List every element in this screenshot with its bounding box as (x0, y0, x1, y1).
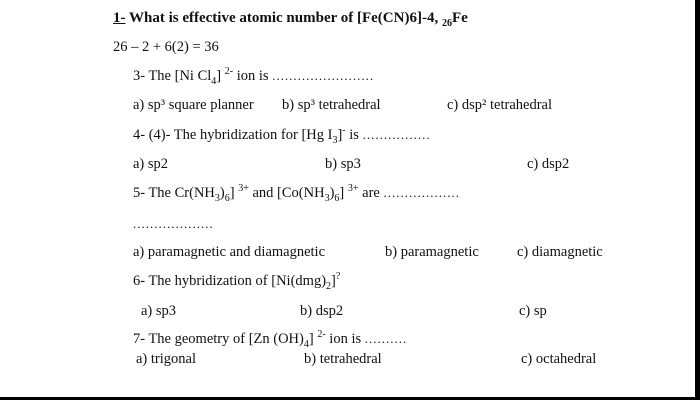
question-5-subscript-4: 6 (334, 192, 340, 204)
question-4-option-a: a) sp2 (133, 156, 169, 172)
question-7-option-c: c) octahedral (521, 351, 597, 367)
question-5-subscript-3: 3 (324, 192, 330, 204)
question-3-blank: ........................ (272, 68, 375, 83)
question-4-bracket: ] (337, 127, 343, 143)
question-4 (133, 126, 431, 144)
iron-symbol: Fe (451, 10, 468, 26)
question-3-option-b: b) sp³ tetrahedral (282, 97, 381, 113)
question-6-text: 6- The hybridization of [Ni(dmg) (133, 273, 327, 289)
question-1-number: 1- (113, 10, 126, 26)
question-5 (133, 184, 460, 202)
question-1-working: 26 – 2 + 6(2) = 36 (113, 39, 219, 55)
question-7-option-a: a) trigonal (136, 351, 196, 367)
question-4-subscript: 3 (332, 134, 338, 146)
question-1-text: What is effective atomic number of [Fe(CN)6]-4, (128, 10, 439, 26)
question-7 (133, 330, 407, 348)
question-3-subscript: 4 (211, 75, 217, 87)
question-5-paren-1: ) (219, 185, 225, 201)
question-7-charge: 2- (317, 329, 326, 341)
question-4-option-b: b) sp3 (325, 156, 361, 172)
question-3-option-a: a) sp³ square planner (133, 97, 254, 113)
question-3 (133, 67, 374, 85)
question-6-mark: ? (335, 271, 341, 283)
question-3-charge: 2- (224, 66, 234, 78)
question-5-blank-continued: ................... (133, 216, 214, 231)
question-7-option-b: b) tetrahedral (304, 351, 382, 367)
question-5-charge-2: 3+ (347, 183, 359, 195)
question-6 (133, 272, 340, 290)
question-5-paren-2: ) (329, 185, 335, 201)
question-3-suffix: ion is (233, 68, 269, 84)
question-4-text: 4- (4)- The hybridization for [Hg I (133, 127, 333, 143)
question-7-blank: .......... (364, 331, 408, 346)
question-6-bracket: ] (331, 273, 336, 289)
question-3-bracket: ] (216, 68, 222, 84)
question-4-option-c: c) dsp2 (527, 156, 570, 172)
question-5-subscript-2: 6 (224, 192, 230, 204)
question-6-option-c: c) sp (519, 303, 547, 319)
question-5-connector: and [Co(NH (248, 185, 325, 201)
question-5-suffix: are (358, 185, 380, 201)
question-5-blank: .................. (383, 185, 460, 200)
question-7-subscript: 4 (303, 338, 309, 350)
question-7-suffix: ion is (325, 331, 362, 347)
question-3-text: 3- The [Ni Cl (133, 68, 212, 84)
question-5-subscript-1: 3 (214, 192, 220, 204)
question-7-text: 7- The geometry of [Zn (OH) (133, 331, 304, 347)
question-3-option-c: c) dsp² tetrahedral (447, 97, 552, 113)
question-5-option-a: a) paramagnetic and diamagnetic (133, 244, 326, 260)
question-5-text: 5- The Cr(NH (133, 185, 215, 201)
question-6-subscript: 2 (326, 280, 332, 292)
question-6-option-a: a) sp3 (141, 303, 177, 319)
question-7-bracket: ] (308, 331, 314, 347)
question-5-bracket-2: ] (339, 185, 345, 201)
question-5-option-b: b) paramagnetic (385, 244, 479, 260)
question-5-option-c: c) diamagnetic (517, 244, 603, 260)
question-4-suffix: is (345, 127, 359, 143)
question-1 (113, 9, 468, 27)
iron-mass-number: 26 (441, 18, 452, 29)
question-4-blank: ................ (362, 127, 431, 142)
question-4-charge: - (342, 125, 346, 137)
question-6-option-b: b) dsp2 (300, 303, 344, 319)
question-5-bracket-1: ] (229, 185, 235, 201)
question-5-charge-1: 3+ (238, 183, 249, 195)
